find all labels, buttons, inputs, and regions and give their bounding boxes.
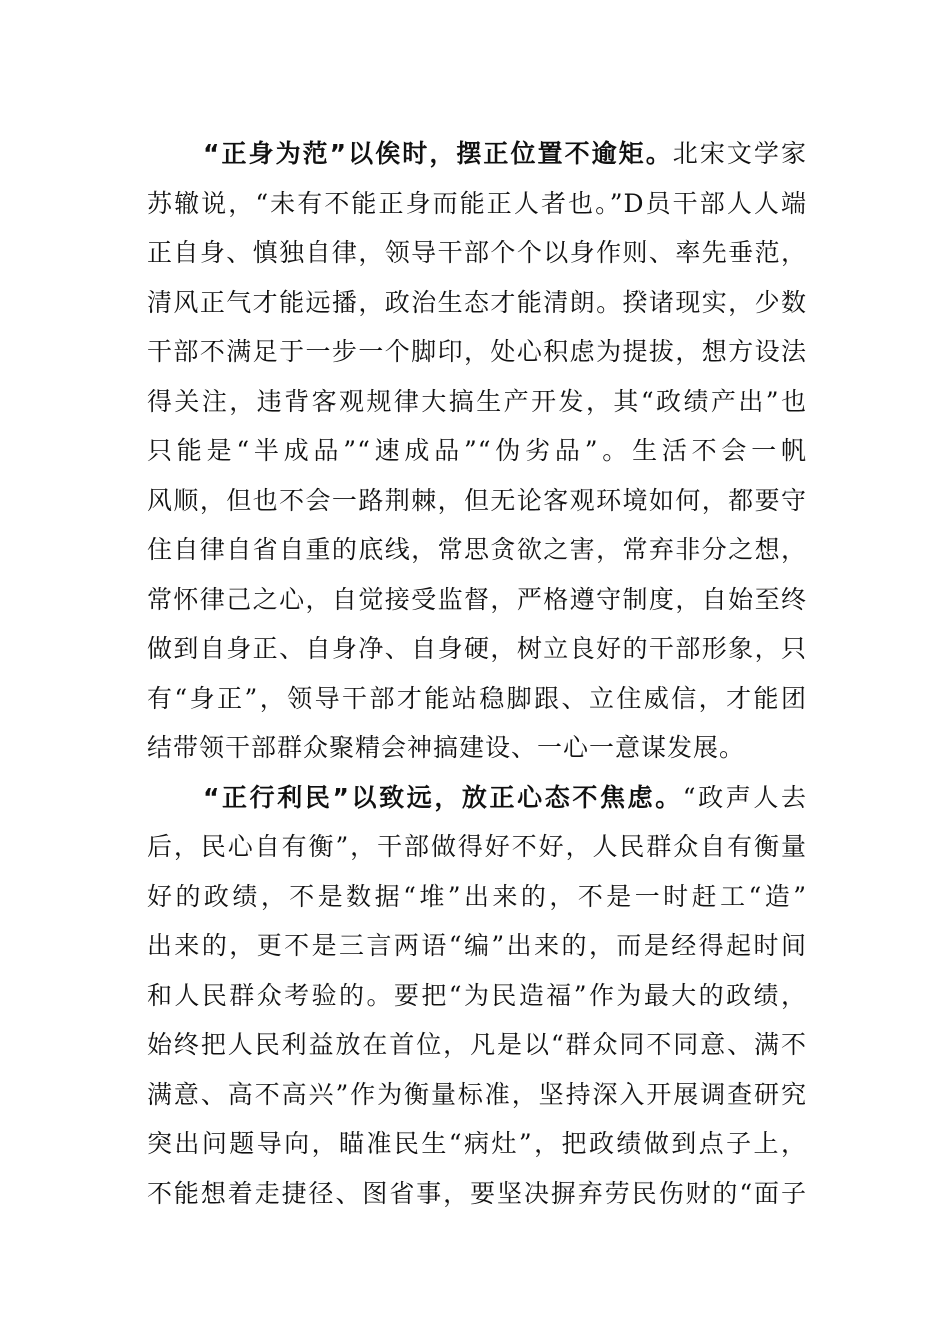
- paragraph-2-text: “政声人去: [682, 782, 807, 812]
- paragraph-2-line: 不能想着走捷径、图省事，要坚决摒弃劳民伤财的“面子: [147, 1178, 807, 1208]
- paragraph-1-line: 住自律自省自重的底线，常思贪欲之害，常弃非分之想，: [147, 535, 807, 564]
- paragraph-1-line-1: [147, 129, 807, 179]
- paragraph-1-line: 结带领干部群众聚精会神搞建设、一心一意谋发展。: [147, 733, 746, 762]
- paragraph-1-line: 苏辙说，“未有不能正身而能正人者也。”D员干部人人端: [147, 188, 807, 218]
- paragraph-1-line: 风顺，但也不会一路荆棘，但无论客观环境如何，都要守: [147, 485, 807, 515]
- paragraph-1-heading: “正身为范”以俟时，摆正位置不逾矩。: [203, 139, 673, 168]
- paragraph-2-line: 满意、高不高兴”作为衡量标准，坚持深入开展调查研究: [147, 1079, 807, 1109]
- paragraph-1-text: 北宋文学家: [672, 139, 807, 168]
- paragraph-1-line: 有“身正”，领导干部才能站稳脚跟、立住威信，才能团: [147, 683, 807, 713]
- paragraph-1-line: 清风正气才能远播，政治生态才能清朗。揆诸现实，少数: [147, 287, 807, 317]
- paragraph-2-line: 后，民心自有衡”，干部做得好不好，人民群众自有衡量: [147, 832, 807, 861]
- paragraph-1-line: 得关注，违背客观规律大搞生产开发，其“政绩产出”也: [147, 386, 807, 416]
- paragraph-2-line: 突出问题导向，瞄准民生“病灶”，把政绩做到点子上，: [147, 1129, 807, 1158]
- paragraph-2-line: 出来的，更不是三言两语“编”出来的，而是经得起时间: [147, 931, 807, 960]
- paragraph-2-line: 好的政绩，不是数据“堆”出来的，不是一时赶工“造”: [147, 881, 807, 911]
- paragraph-2-heading: “正行利民”以致远，放正心态不焦虑。: [203, 782, 683, 812]
- document-body: [147, 129, 807, 1218]
- paragraph-1-line: 干部不满足于一步一个脚印，处心积虑为提拔，想方设法: [147, 337, 807, 366]
- paragraph-1-line: 做到自身正、自身净、自身硬，树立良好的干部形象，只: [147, 634, 807, 663]
- paragraph-1-line: 正自身、慎独自律，领导干部个个以身作则、率先垂范，: [147, 238, 807, 267]
- paragraph-2-line-1: [147, 773, 807, 823]
- paragraph-1-line: 常怀律己之心，自觉接受监督，严格遵守制度，自始至终: [147, 584, 807, 614]
- paragraph-1-line: 只能是“半成品”“速成品”“伪劣品”。生活不会一帆: [147, 436, 807, 465]
- paragraph-2-line: 始终把人民利益放在首位，凡是以“群众同不同意、满不: [147, 1030, 807, 1059]
- paragraph-2-line: 和人民群众考验的。要把“为民造福”作为最大的政绩，: [147, 980, 807, 1010]
